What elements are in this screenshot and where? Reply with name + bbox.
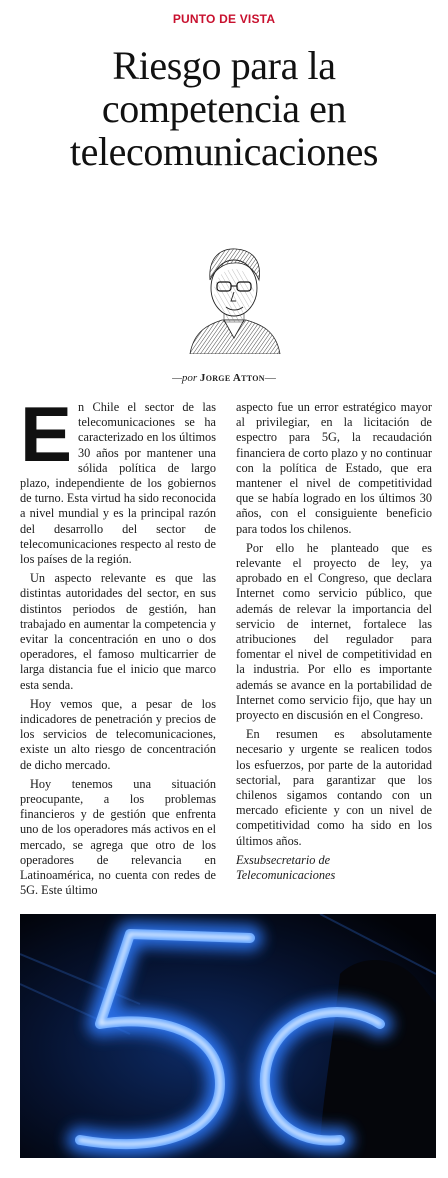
article-paragraph: En resumen es absolutamente necesario y urgente se realicen todos los esfuerzos, por parte de la autoridad sectorial, para garantizar que los chilenos sigamos contando con un mercado eficiente y con un nivel de competitividad como ha sido en los últimos años.	[236, 727, 432, 848]
signature-line: Telecomunicaciones	[236, 868, 336, 883]
byline	[0, 372, 448, 384]
author-portrait	[186, 238, 282, 354]
author-signature	[236, 853, 432, 883]
article-column-right	[236, 400, 432, 887]
article-photo-5g-sign	[20, 914, 436, 1158]
section-label: PUNTO DE VISTA	[172, 12, 276, 26]
headline: Riesgo para la competencia en telecomunicaciones	[69, 43, 379, 174]
article-paragraph: n Chile el sector de las telecomunicaciones se ha caracterizado en los últimos 30 años por mantener una sólida política de largo plazo, independiente de los gobiernos de turno. Esta virtud ha sido reconocida a nivel mundial y es la principal razón del desarrollo del sector de telecomunicaciones respecto al resto de los países de la región.	[20, 400, 216, 567]
drop-cap: E	[20, 390, 73, 478]
article-paragraph: Hoy tenemos una situación preocupante, a los problemas financieros y de gestión que enfrenta uno de los operadores más activos en el mercado, se agrega que otro de los operadores de relevancia en Latinoamérica, no cuenta con redes de 5G. Este último	[20, 776, 216, 898]
article-paragraph: Un aspecto relevante es que las distintas autoridades del sector, en sus distintos periodos de gestión, han trabajado en aumentar la competencia y evitar la concentración en uno o dos operadores, el famoso multicarrier de larga distancia fue el inicio que marco esta senda.	[20, 571, 216, 692]
signature-line: Exsubsecretario de	[236, 852, 331, 867]
article-paragraph: aspecto fue un error estratégico mayor al privilegiar, en la licitación de espectro para 5G, la recaudación financiera de corto plazo y no continuar con la política de Estado, que era mantener el nivel de competitividad que se había logrado en los últimos 30 años, con el consiguiente beneficio para todos los chilenos.	[236, 400, 432, 536]
byline-author: Jorge Atton	[199, 372, 265, 384]
article-paragraph: Hoy vemos que, a pesar de los indicadores de penetración y precios de los servicios de telecomunicaciones, existe un alto riesgo de concentración de dicho mercado.	[20, 696, 216, 772]
byline-suffix: —	[264, 372, 276, 384]
article-paragraph: Por ello he planteado que es relevante el proyecto de ley, ya aprobado en el Congreso, que declara Internet como servicio público, que además de relevar la importancia del servicio de internet, fortalece las atribuciones del regulador para fomentar el nivel de competitividad en la industria. Por ello es importante además se avance en la portabilidad de Internet como servicio fijo, que hay un proyecto en discusión en el Congreso.	[236, 540, 432, 723]
byline-prefix: —por	[172, 372, 198, 384]
article-column-left	[20, 390, 216, 903]
